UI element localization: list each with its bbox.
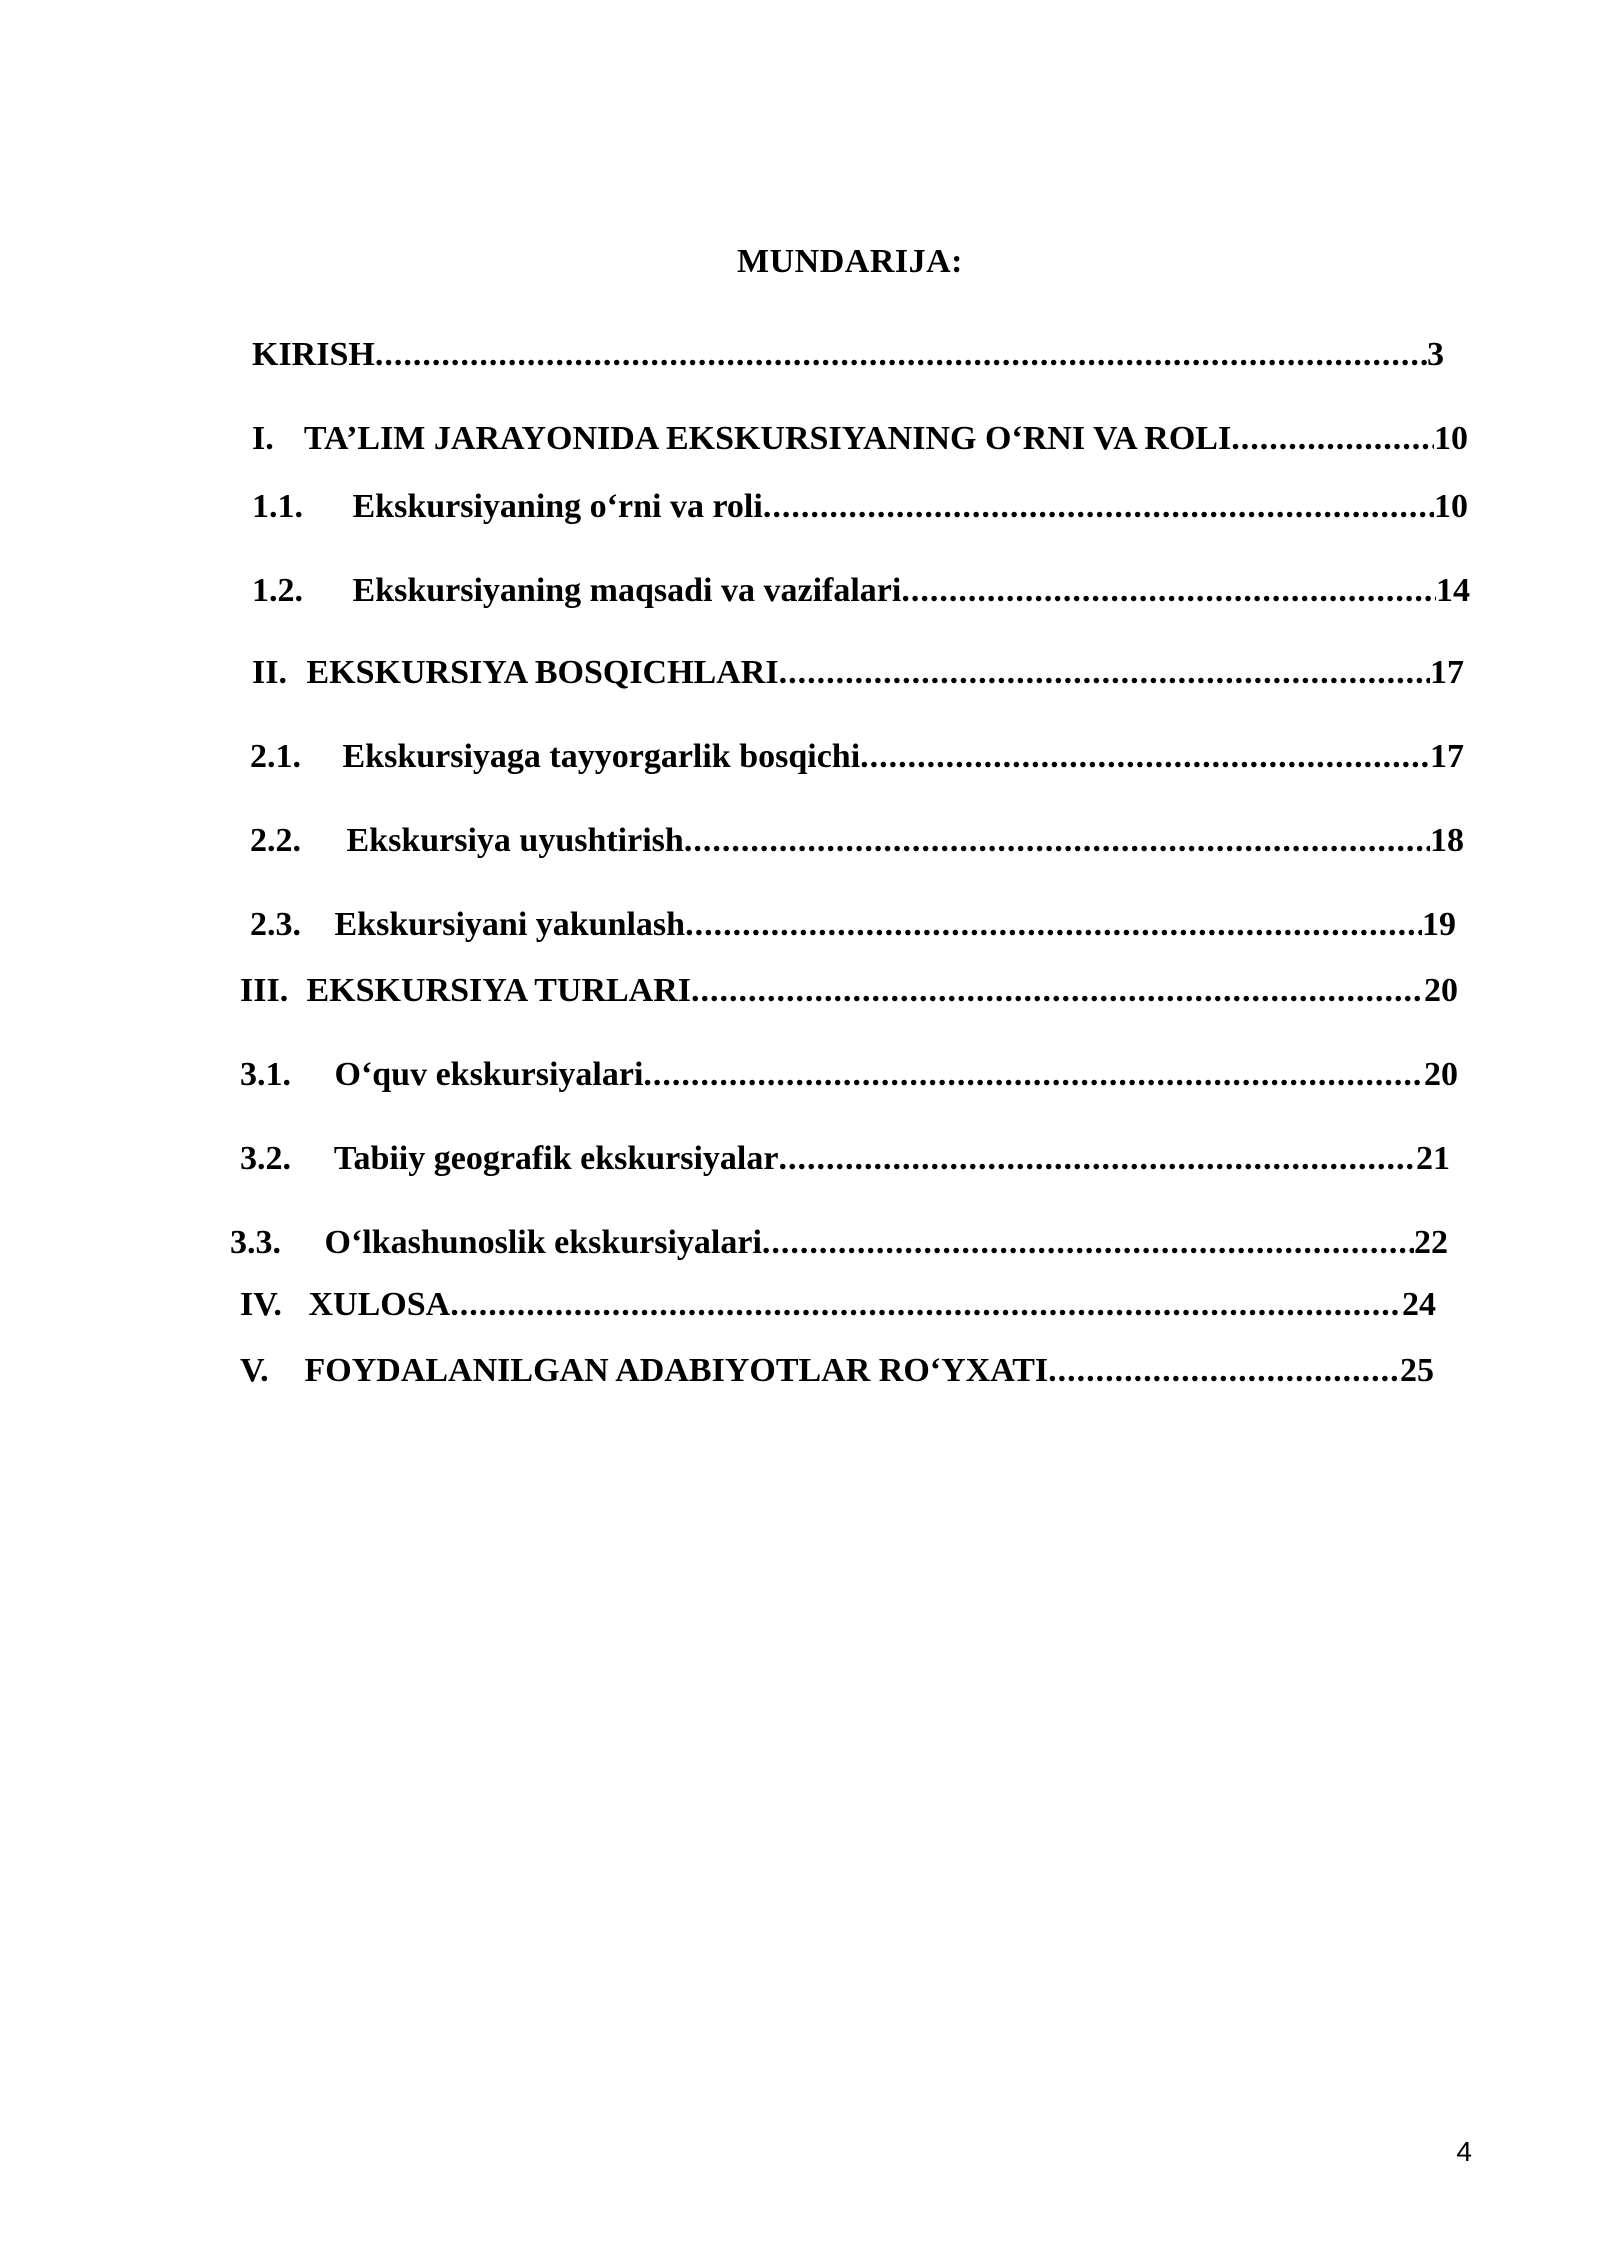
toc-leader-dots [643,1056,1424,1094]
toc-page-number: 20 [1424,972,1458,1009]
toc-entry-label: Ekskursiyaning o‘rni va roli [352,488,763,525]
toc-entry-number: III. [240,972,289,1009]
toc-entry-3-1[interactable] [240,1056,1458,1094]
toc-entry-label: TA’LIM JARAYONIDA EKSKURSIYANING O‘RNI VA ROLI [303,420,1232,457]
toc-leader-dots [375,336,1427,374]
toc-entry-label: KIRISH [252,336,375,373]
toc-entry-number: 3.2. [240,1140,291,1177]
toc-page-number: 24 [1402,1286,1436,1323]
toc-leader-dots [860,738,1430,776]
toc-leader-dots [778,1140,1416,1178]
toc-entry-label: EKSKURSIYA TURLARI [306,972,692,1009]
toc-entry-chapter-1[interactable] [252,420,1468,458]
toc-entry-references[interactable] [240,1352,1434,1390]
toc-entry-number: II. [252,654,287,691]
toc-entry-label: EKSKURSIYA BOSQICHLARI [306,654,779,691]
toc-entry-number: 3.3. [230,1224,281,1261]
toc-leader-dots [685,906,1422,944]
toc-leader-dots [779,654,1430,692]
toc-entry-label: O‘quv ekskursiyalari [334,1056,644,1093]
toc-page-number: 17 [1430,738,1464,775]
toc-leader-dots [684,822,1430,860]
toc-entry-2-2[interactable] [250,822,1464,860]
toc-leader-dots [762,1224,1414,1262]
toc-leader-dots [1048,1352,1400,1390]
toc-page-number: 21 [1416,1140,1450,1177]
toc-page-number: 25 [1400,1352,1434,1389]
page-number: 4 [1456,2136,1472,2167]
toc-entry-number: I. [252,420,274,457]
toc-entry-number: IV. [240,1286,282,1323]
toc-entry-label: FOYDALANILGAN ADABIYOTLAR RO‘YXATI [304,1352,1049,1389]
toc-page-number: 3 [1427,336,1444,373]
toc-entry-number: 1.1. [252,488,303,525]
toc-entry-label: Ekskursiyaning maqsadi va vazifalari [352,572,902,609]
toc-entry-number: 2.2. [250,822,301,859]
toc-entry-label: XULOSA [308,1286,451,1323]
toc-leader-dots [901,572,1436,610]
toc-entry-1-2[interactable] [252,572,1470,610]
toc-page-number: 14 [1436,572,1470,609]
toc-entry-conclusion[interactable] [240,1286,1436,1324]
toc-entry-number: 3.1. [240,1056,291,1093]
toc-leader-dots [1231,420,1434,458]
toc-entry-kirish[interactable] [252,336,1444,374]
toc-entry-label: Ekskursiya uyushtirish [346,822,684,859]
toc-entry-label: O‘lkashunoslik ekskursiyalari [324,1224,762,1261]
toc-entry-1-1[interactable] [252,488,1468,526]
toc-entry-number: 1.2. [252,572,303,609]
toc-leader-dots [763,488,1434,526]
toc-page-number: 19 [1422,906,1456,943]
toc-page-number: 20 [1424,1056,1458,1093]
toc-entry-2-1[interactable] [250,738,1464,776]
toc-page-number: 10 [1434,420,1468,457]
toc-page-number: 10 [1434,488,1468,525]
toc-title: MUNDARIJA: [737,243,963,280]
toc-entry-chapter-3[interactable] [240,972,1458,1010]
toc-entry-chapter-2[interactable] [252,654,1464,692]
toc-entry-number: 2.3. [250,906,301,943]
toc-page-number: 17 [1430,654,1464,691]
toc-entry-number: 2.1. [250,738,301,775]
toc-entry-3-3[interactable] [230,1224,1448,1262]
toc-entry-label: Ekskursiyani yakunlash [334,906,686,943]
toc-entry-2-3[interactable] [250,906,1456,944]
toc-leader-dots [450,1286,1402,1324]
toc-entry-3-2[interactable] [240,1140,1450,1178]
toc-page-number: 22 [1414,1224,1448,1261]
toc-leader-dots [691,972,1424,1010]
toc-entry-number: V. [240,1352,269,1389]
toc-page-number: 18 [1430,822,1464,859]
toc-entry-label: Tabiiy geografik ekskursiyalar [333,1140,779,1177]
toc-entry-label: Ekskursiyaga tayyorgarlik bosqichi [342,738,861,775]
